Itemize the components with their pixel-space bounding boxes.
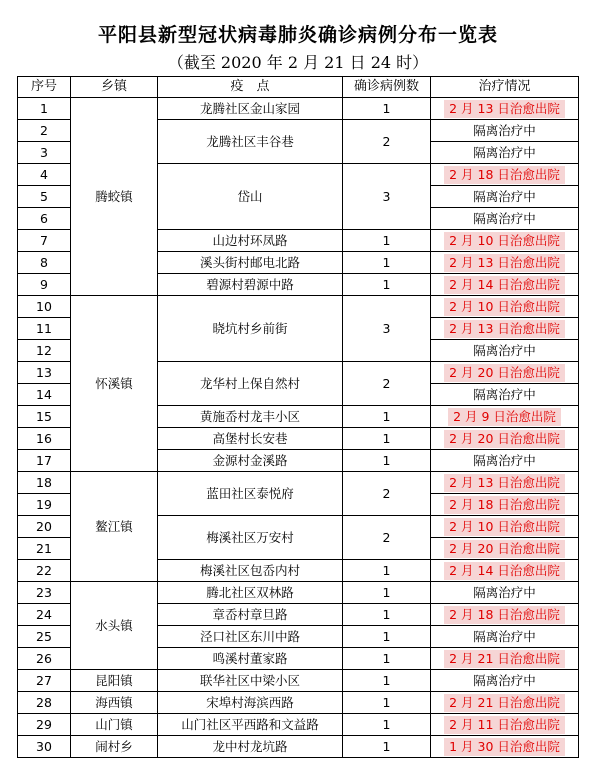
outbreak-location-cell: 梅溪社区包岙内村 — [158, 560, 343, 582]
serial-number-cell: 20 — [18, 516, 71, 538]
outbreak-location-cell: 岱山 — [158, 164, 343, 230]
treatment-status-cell — [431, 296, 579, 318]
treatment-status-cell — [431, 516, 579, 538]
table-row — [18, 296, 579, 318]
confirmed-count-cell: 1 — [343, 626, 431, 648]
serial-number-cell: 29 — [18, 714, 71, 736]
serial-number-cell: 16 — [18, 428, 71, 450]
discharged-status-badge: 2 月 13 日治愈出院 — [444, 254, 565, 272]
confirmed-count-cell: 1 — [343, 692, 431, 714]
discharged-status-badge: 1 月 30 日治愈出院 — [444, 738, 565, 756]
serial-number-cell: 10 — [18, 296, 71, 318]
discharged-status-badge: 2 月 20 日治愈出院 — [444, 430, 565, 448]
isolation-status-text: 隔离治疗中 — [473, 629, 536, 644]
isolation-status-text: 隔离治疗中 — [473, 585, 536, 600]
table-row — [18, 736, 579, 758]
treatment-status-cell — [431, 494, 579, 516]
confirmed-count-cell: 1 — [343, 736, 431, 758]
treatment-status-cell — [431, 450, 579, 472]
serial-number-cell: 7 — [18, 230, 71, 252]
discharged-status-badge: 2 月 20 日治愈出院 — [444, 364, 565, 382]
township-cell: 海西镇 — [71, 692, 158, 714]
table-row — [18, 670, 579, 692]
confirmed-count-cell: 1 — [343, 582, 431, 604]
treatment-status-cell — [431, 362, 579, 384]
serial-number-cell: 5 — [18, 186, 71, 208]
table-body — [18, 98, 579, 758]
serial-number-cell: 13 — [18, 362, 71, 384]
treatment-status-cell — [431, 340, 579, 362]
outbreak-location-cell: 章岙村章旦路 — [158, 604, 343, 626]
discharged-status-badge: 2 月 10 日治愈出院 — [444, 298, 565, 316]
serial-number-cell: 17 — [18, 450, 71, 472]
treatment-status-cell — [431, 736, 579, 758]
treatment-status-cell — [431, 186, 579, 208]
treatment-status-cell — [431, 582, 579, 604]
serial-number-cell: 2 — [18, 120, 71, 142]
serial-number-cell: 3 — [18, 142, 71, 164]
confirmed-count-cell: 1 — [343, 648, 431, 670]
serial-number-cell: 30 — [18, 736, 71, 758]
township-cell: 腾蛟镇 — [71, 98, 158, 296]
serial-number-cell: 6 — [18, 208, 71, 230]
discharged-status-badge: 2 月 21 日治愈出院 — [444, 694, 565, 712]
treatment-status-cell — [431, 384, 579, 406]
confirmed-count-cell: 2 — [343, 472, 431, 516]
discharged-status-badge: 2 月 9 日治愈出院 — [448, 408, 561, 426]
outbreak-location-cell: 山门社区平西路和文益路 — [158, 714, 343, 736]
confirmed-count-cell: 1 — [343, 604, 431, 626]
confirmed-count-cell: 1 — [343, 670, 431, 692]
isolation-status-text: 隔离治疗中 — [473, 211, 536, 226]
treatment-status-cell — [431, 670, 579, 692]
serial-number-cell: 8 — [18, 252, 71, 274]
treatment-status-cell — [431, 560, 579, 582]
outbreak-location-cell: 龙中村龙坑路 — [158, 736, 343, 758]
treatment-status-cell — [431, 274, 579, 296]
confirmed-count-cell: 1 — [343, 560, 431, 582]
discharged-status-badge: 2 月 18 日治愈出院 — [444, 496, 565, 514]
serial-number-cell: 18 — [18, 472, 71, 494]
table-row — [18, 692, 579, 714]
township-cell: 闹村乡 — [71, 736, 158, 758]
outbreak-location-cell: 溪头街村邮电北路 — [158, 252, 343, 274]
discharged-status-badge: 2 月 10 日治愈出院 — [444, 518, 565, 536]
treatment-status-cell — [431, 626, 579, 648]
treatment-status-cell — [431, 252, 579, 274]
confirmed-count-cell: 1 — [343, 274, 431, 296]
serial-number-cell: 11 — [18, 318, 71, 340]
isolation-status-text: 隔离治疗中 — [473, 343, 536, 358]
confirmed-count-cell: 1 — [343, 428, 431, 450]
isolation-status-text: 隔离治疗中 — [473, 123, 536, 138]
table-row — [18, 98, 579, 120]
serial-number-cell: 22 — [18, 560, 71, 582]
treatment-status-cell — [431, 98, 579, 120]
confirmed-count-cell: 1 — [343, 252, 431, 274]
isolation-status-text: 隔离治疗中 — [473, 387, 536, 402]
serial-number-cell: 28 — [18, 692, 71, 714]
table-row — [18, 714, 579, 736]
discharged-status-badge: 2 月 11 日治愈出院 — [444, 716, 565, 734]
discharged-status-badge: 2 月 13 日治愈出院 — [444, 474, 565, 492]
serial-number-cell: 19 — [18, 494, 71, 516]
outbreak-location-cell: 黄施岙村龙丰小区 — [158, 406, 343, 428]
outbreak-location-cell: 金源村金溪路 — [158, 450, 343, 472]
isolation-status-text: 隔离治疗中 — [473, 189, 536, 204]
serial-number-cell: 21 — [18, 538, 71, 560]
confirmed-count-cell: 3 — [343, 296, 431, 362]
discharged-status-badge: 2 月 18 日治愈出院 — [444, 606, 565, 624]
header-serial-number: 序号 — [18, 77, 71, 98]
confirmed-count-cell: 1 — [343, 714, 431, 736]
confirmed-count-cell: 2 — [343, 516, 431, 560]
serial-number-cell: 1 — [18, 98, 71, 120]
document-subtitle: （截至 2020 年 2 月 21 日 24 时） — [167, 53, 429, 72]
outbreak-location-cell: 宋埠村海滨西路 — [158, 692, 343, 714]
discharged-status-badge: 2 月 13 日治愈出院 — [444, 320, 565, 338]
township-cell: 山门镇 — [71, 714, 158, 736]
confirmed-count-cell: 1 — [343, 406, 431, 428]
confirmed-count-cell: 1 — [343, 450, 431, 472]
table-row — [18, 582, 579, 604]
serial-number-cell: 12 — [18, 340, 71, 362]
discharged-status-badge: 2 月 10 日治愈出院 — [444, 232, 565, 250]
outbreak-location-cell: 山边村环凤路 — [158, 230, 343, 252]
township-cell: 昆阳镇 — [71, 670, 158, 692]
table-header-row — [18, 77, 579, 98]
serial-number-cell: 24 — [18, 604, 71, 626]
treatment-status-cell — [431, 142, 579, 164]
township-cell: 怀溪镇 — [71, 296, 158, 472]
serial-number-cell: 14 — [18, 384, 71, 406]
confirmed-count-cell: 1 — [343, 230, 431, 252]
isolation-status-text: 隔离治疗中 — [473, 453, 536, 468]
discharged-status-badge: 2 月 14 日治愈出院 — [444, 276, 565, 294]
outbreak-location-cell: 梅溪社区万安村 — [158, 516, 343, 560]
township-cell: 鳌江镇 — [71, 472, 158, 582]
treatment-status-cell — [431, 692, 579, 714]
serial-number-cell: 15 — [18, 406, 71, 428]
serial-number-cell: 23 — [18, 582, 71, 604]
treatment-status-cell — [431, 406, 579, 428]
treatment-status-cell — [431, 714, 579, 736]
header-treatment-status: 治疗情况 — [431, 77, 579, 98]
outbreak-location-cell: 泾口社区东川中路 — [158, 626, 343, 648]
serial-number-cell: 9 — [18, 274, 71, 296]
outbreak-location-cell: 联华社区中梁小区 — [158, 670, 343, 692]
serial-number-cell: 26 — [18, 648, 71, 670]
table-row — [18, 472, 579, 494]
case-table — [17, 76, 579, 758]
treatment-status-cell — [431, 208, 579, 230]
confirmed-count-cell: 1 — [343, 98, 431, 120]
outbreak-location-cell: 碧源村碧源中路 — [158, 274, 343, 296]
outbreak-location-cell: 龙腾社区丰谷巷 — [158, 120, 343, 164]
outbreak-location-cell: 高堡村长安巷 — [158, 428, 343, 450]
discharged-status-badge: 2 月 14 日治愈出院 — [444, 562, 565, 580]
confirmed-count-cell: 2 — [343, 362, 431, 406]
outbreak-location-cell: 龙华村上保自然村 — [158, 362, 343, 406]
serial-number-cell: 25 — [18, 626, 71, 648]
isolation-status-text: 隔离治疗中 — [473, 673, 536, 688]
header-confirmed-count: 确诊病例数 — [343, 77, 431, 98]
treatment-status-cell — [431, 538, 579, 560]
discharged-status-badge: 2 月 13 日治愈出院 — [444, 100, 565, 118]
serial-number-cell: 27 — [18, 670, 71, 692]
treatment-status-cell — [431, 120, 579, 142]
confirmed-count-cell: 2 — [343, 120, 431, 164]
treatment-status-cell — [431, 648, 579, 670]
discharged-status-badge: 2 月 20 日治愈出院 — [444, 540, 565, 558]
confirmed-count-cell: 3 — [343, 164, 431, 230]
header-outbreak-location: 疫 点 — [158, 77, 343, 98]
treatment-status-cell — [431, 318, 579, 340]
serial-number-cell: 4 — [18, 164, 71, 186]
discharged-status-badge: 2 月 21 日治愈出院 — [444, 650, 565, 668]
outbreak-location-cell: 晓坑村乡前街 — [158, 296, 343, 362]
document-title: 平阳县新型冠状病毒肺炎确诊病例分布一览表 — [97, 24, 498, 46]
discharged-status-badge: 2 月 18 日治愈出院 — [444, 166, 565, 184]
outbreak-location-cell: 鸣溪村董家路 — [158, 648, 343, 670]
outbreak-location-cell: 龙腾社区金山家园 — [158, 98, 343, 120]
treatment-status-cell — [431, 472, 579, 494]
header-township: 乡镇 — [71, 77, 158, 98]
outbreak-location-cell: 腾北社区双林路 — [158, 582, 343, 604]
outbreak-location-cell: 蓝田社区泰悦府 — [158, 472, 343, 516]
treatment-status-cell — [431, 604, 579, 626]
township-cell: 水头镇 — [71, 582, 158, 670]
treatment-status-cell — [431, 230, 579, 252]
isolation-status-text: 隔离治疗中 — [473, 145, 536, 160]
treatment-status-cell — [431, 428, 579, 450]
treatment-status-cell — [431, 164, 579, 186]
